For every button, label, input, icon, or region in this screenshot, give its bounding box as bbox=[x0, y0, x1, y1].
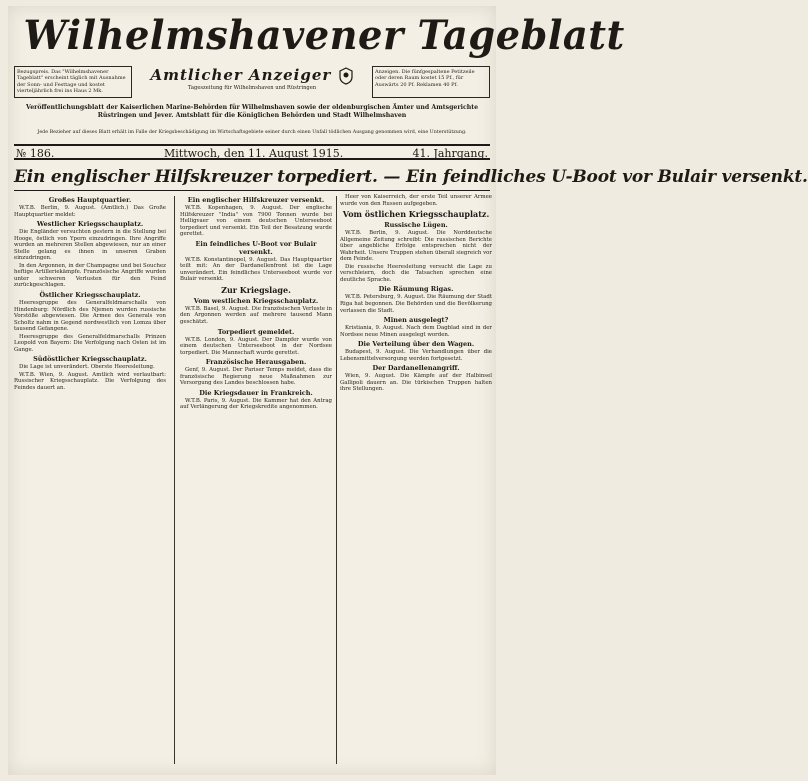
paragraph: Heer von Kaiserreich, der erste Teil unserer Armee wurde von den Russen aufgegeben. bbox=[340, 194, 492, 207]
paragraph: W.T.B. Berlin, 9. August. Die Norddeutsche Allgemeine Zeitung schreibt: Die russischen Berichte über angebliche Erfolge entsprechen nicht der Wahrheit. Unsere Truppen stehen überall siegreich vor dem Feinde. bbox=[340, 230, 492, 263]
issue-number: № 186. bbox=[16, 147, 55, 160]
paragraph: W.T.B. Berlin, 9. August. (Amtlich.) Das Große Hauptquartier meldet: bbox=[14, 205, 166, 218]
section-heading: Torpediert gemeldet. bbox=[217, 327, 295, 336]
tagline: Tageszeitung für Wilhelmshaven und Rüstringen bbox=[187, 85, 317, 91]
dateline bbox=[14, 144, 490, 160]
amtlicher-anzeiger bbox=[138, 66, 366, 85]
paragraph: W.T.B. Kopenhagen, 9. August. Der englische Hilfskreuzer "India" von 7900 Tonnen wurde bei Helligvaer von einem deutschen Unterseeboot torpediert und versenkt. Ein Teil der Besatzung wurde gerettet. bbox=[180, 205, 332, 238]
section-heading: Ein feindliches U-Boot vor Bulair versenkt. bbox=[195, 239, 317, 256]
section-heading: Französische Herausgaben. bbox=[205, 358, 307, 367]
paragraph: W.T.B. Konstantinopel, 9. August. Das Hauptquartier teilt mit: An der Dardanellenfront ist die Lage unverändert. Ein feindliches Unterseeboot wurde vor Bulair versenkt. bbox=[180, 256, 332, 283]
paragraph: Heeresgruppe des Generalfeldmarschalls Prinzen Leopold von Bayern: Die Verfolgung nach Osten ist im Gange. bbox=[14, 333, 166, 353]
section-heading: Die Räumung Rigas. bbox=[378, 285, 454, 294]
column-rule bbox=[174, 196, 175, 764]
paragraph: Budapest, 9. August. Die Verhandlungen über die Lebensmittelversorgung werden fortgesetzt. bbox=[340, 349, 492, 362]
section-heading: Vom westlichen Kriegsschauplatz. bbox=[193, 296, 319, 305]
paragraph: In den Argonnen, in der Champagne und bei Souchez heftige Artilleriekämpfe. Französische Angriffe wurden unter schweren Verlusten für den Feind zurückgeschlagen. bbox=[14, 262, 166, 289]
section-heading-large: Zur Kriegslage. bbox=[221, 284, 291, 295]
paragraph: W.T.B. London, 9. August. Der Dampfer wurde von einem deutschen Unterseeboot in der Nordsee torpediert. Die Mannschaft wurde gerettet. bbox=[180, 336, 332, 356]
paragraph: Die Lage ist unverändert. Oberste Heeresleitung. bbox=[19, 364, 155, 371]
section-heading: Östlicher Kriegsschauplatz. bbox=[39, 291, 141, 300]
column-1 bbox=[14, 194, 166, 766]
section-heading: Ein englischer Hilfskreuzer versenkt. bbox=[187, 196, 325, 204]
main-headline: Ein englischer Hilfskreuzer torpediert. — Ein feindliches U-Boot vor Bulair versenkt. bbox=[14, 164, 490, 191]
paragraph: Die Engländer versuchten gestern in die Stellung bei Hooge, östlich von Ypern einzudringen. Ihre Angriffe wurden an mehreren Stellen abgewiesen, nur an einer Stelle gelang es ihnen in unseren Graben einzudringen. bbox=[14, 229, 166, 262]
section-heading: Minen ausgelegt? bbox=[383, 316, 449, 325]
column-3 bbox=[340, 194, 492, 766]
paragraph: W.T.B. Wien, 9. August. Amtlich wird verlautbart: Russischer Kriegsschauplatz. Die Verfolgung des Feindes dauert an. bbox=[14, 371, 166, 392]
paragraph: Genf, 9. August. Der Pariser Temps meldet, dass die französische Regierung neue Maßnahmen zur Versorgung des Landes beschlossen habe. bbox=[180, 367, 332, 387]
paragraph: W.T.B. Petersburg, 9. August. Die Räumung der Stadt Riga hat begonnen. Die Behörden und die Bevölkerung verlassen die Stadt. bbox=[340, 294, 492, 314]
paragraph: W.T.B. Paris, 9. August. Die Kammer hat den Antrag auf Verlängerung der Kriegskredite angenommen. bbox=[180, 397, 332, 411]
official-notice: Veröffentlichungsblatt der Kaiserlichen Marine-Behörden für Wilhelmshaven sowie der oldenburgischen Ämter und Amtsgerichte Rüstringen und Jever. Amtsblatt für die Königlichen Behörden und Stadt Wilhelmshaven bbox=[25, 104, 479, 119]
section-heading: Russische Lügen. bbox=[384, 221, 448, 230]
section-heading: Die Verteilung über den Wagen. bbox=[357, 340, 475, 349]
column-2 bbox=[180, 194, 332, 766]
masthead: Wilhelmshavener Tageblatt bbox=[23, 12, 625, 59]
insurance-notice: Jede Bezieher auf dieses Blatt erhält im Falle der Kriegsbeschädigung im Wirtschaftsgebiete seiner durch einen Unfall tödlichen Ausgang genommen wird, eine Unterstützung. bbox=[37, 130, 467, 135]
newspaper-page bbox=[8, 6, 808, 775]
amtlicher-label: Amtlicher Anzeiger bbox=[150, 66, 332, 84]
section-heading: Der Dardanellenangriff. bbox=[372, 364, 460, 373]
ads-box: Anzeigen. Die fünfgespaltene Petitzeile oder deren Raum kostet 15 Pf., für Auswärts 20 Pf. Reklamen 40 Pf. bbox=[372, 66, 490, 98]
section-heading: Westlicher Kriegsschauplatz. bbox=[36, 220, 144, 229]
issue-date: Mittwoch, den 11. August 1915. bbox=[164, 147, 344, 160]
section-heading: Südöstlicher Kriegsschauplatz. bbox=[33, 355, 147, 364]
section-heading: Großes Hauptquartier. bbox=[48, 196, 132, 204]
section-heading-large: Vom östlichen Kriegsschauplatz. bbox=[342, 209, 490, 220]
paragraph: Kristiania, 9. August. Nach dem Dagblad sind in der Nordsee neue Minen ausgelegt worden. bbox=[340, 325, 492, 338]
paragraph: W.T.B. Basel, 9. August. Die französischen Verluste in den Argonnen werden auf mehrere tausend Mann geschätzt. bbox=[180, 305, 332, 326]
center-head bbox=[138, 66, 366, 92]
subscription-box: Bezugspreis. Das "Wilhelmshavener Tageblatt" erscheint täglich mit Ausnahme der Sonn- und Festtage und kostet vierteljährlich frei ins Haus 2 Mk. bbox=[14, 66, 132, 98]
section-heading: Die Kriegsdauer in Frankreich. bbox=[199, 388, 313, 397]
crest-icon bbox=[338, 67, 354, 85]
paragraph: Wien, 9. August. Die Kämpfe auf der Halbinsel Gallipoli dauern an. Die türkischen Truppen halten ihre Stellungen. bbox=[340, 373, 492, 393]
paragraph: Die russische Heeresleitung versucht die Lage zu verschleiern, doch die Tatsachen sprechen eine deutliche Sprache. bbox=[340, 263, 492, 283]
article-columns bbox=[14, 194, 490, 766]
paragraph: Heeresgruppe des Generalfeldmarschalls von Hindenburg: Nördlich des Njemen wurden russische Vorstöße abgewiesen. Die Armee des Generals von Scholtz nahm in Gegend nordwestlich von Lomza über tausend Gefangene. bbox=[14, 300, 166, 333]
volume-year: 41. Jahrgang. bbox=[412, 147, 488, 160]
column-rule bbox=[336, 196, 337, 764]
